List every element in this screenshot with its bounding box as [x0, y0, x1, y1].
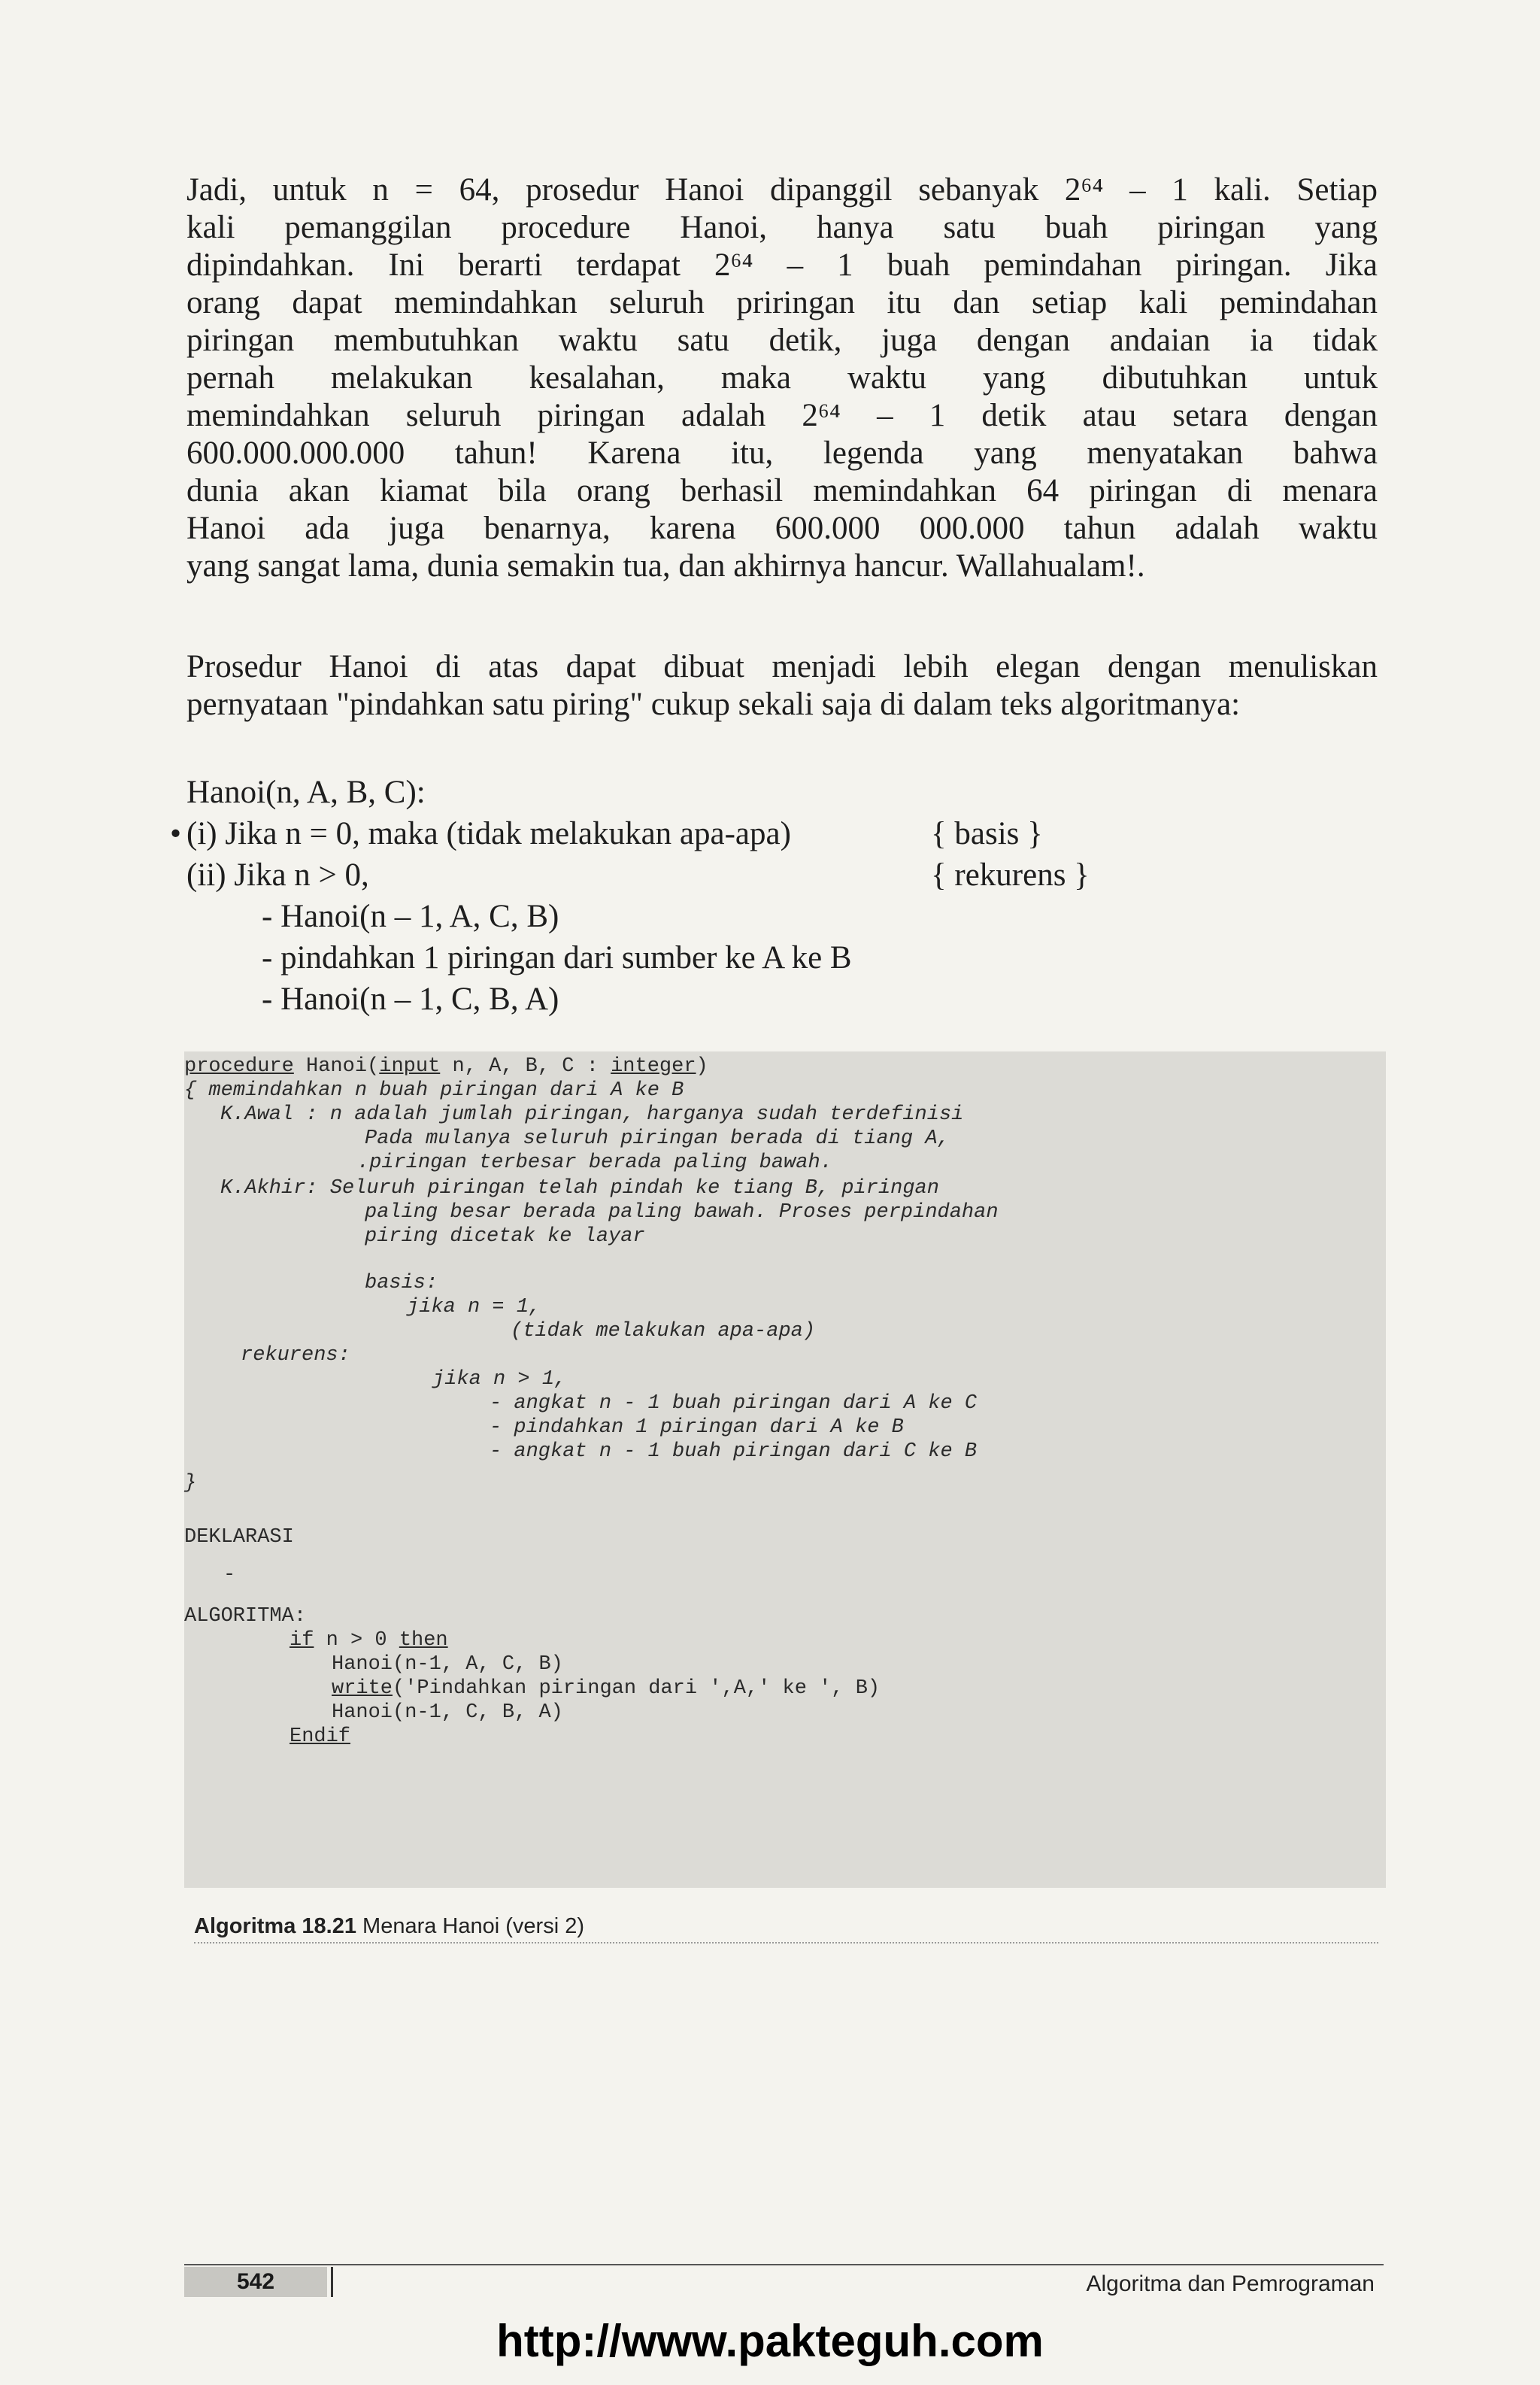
code-line: - pindahkan 1 piringan dari A ke B	[490, 1416, 904, 1439]
code-line: - angkat n - 1 buah piringan dari A ke C	[490, 1392, 978, 1415]
caption-label: Algoritma 18.21	[194, 1914, 356, 1938]
code-line: (tidak melakukan apa-apa)	[511, 1320, 816, 1343]
algo-recursive-note: { rekurens }	[931, 857, 1090, 893]
page-number: 542	[184, 2267, 327, 2297]
text-line: orang dapat memindahkan seluruh priringan itu dan setiap kali pemindahan	[186, 285, 1378, 320]
page-number-divider	[331, 2267, 333, 2297]
code-line: piring dicetak ke layar	[365, 1225, 645, 1248]
code-line: - angkat n - 1 buah piringan dari C ke B	[490, 1440, 978, 1463]
algo-header	[186, 772, 1164, 813]
algo-basis-row	[170, 813, 1164, 854]
code-line: K.Awal : n adalah jumlah piringan, harganya sudah terdefinisi	[220, 1103, 964, 1126]
code-listing-box	[184, 1051, 1386, 1888]
algo-recursive-row	[186, 854, 1164, 896]
text-line: pernyataan "pindahkan satu piring" cukup sekali saja di dalam teks algoritmanya:	[186, 687, 1241, 722]
paragraph-hanoi-explanation	[186, 171, 1378, 585]
code-text: ('Pindahkan piringan dari ',A,' ke ', B)	[393, 1677, 881, 1700]
algo-recursive-text: (ii) Jika n > 0,	[186, 857, 369, 893]
code-line: paling besar berada paling bawah. Proses perpindahan	[365, 1201, 999, 1224]
code-line: rekurens:	[241, 1344, 350, 1367]
keyword-input: input	[379, 1055, 441, 1078]
footer-divider	[184, 2264, 1384, 2265]
algo-header-text: Hanoi(n, A, B, C):	[186, 775, 426, 810]
figure-caption	[194, 1914, 1378, 1944]
text-line: pernah melakukan kesalahan, maka waktu yang dibutuhkan untuk	[186, 360, 1378, 396]
algo-step	[186, 896, 1164, 937]
text-line: kali pemanggilan procedure Hanoi, hanya satu buah piringan yang	[186, 210, 1378, 245]
text-line: dunia akan kiamat bila orang berhasil memindahkan 64 piringan di menara	[186, 473, 1378, 508]
algo-step-text: - pindahkan 1 piringan dari sumber ke A ke B	[262, 940, 852, 976]
code-line: jika n = 1,	[407, 1296, 541, 1318]
keyword-then: then	[399, 1629, 448, 1652]
keyword-endif: Endif	[290, 1725, 351, 1748]
text-line: yang sangat lama, dunia semakin tua, dan akhirnya hancur. Wallahualam!.	[186, 548, 1145, 584]
text-line: Hanoi ada juga benarnya, karena 600.000 000.000 tahun adalah waktu	[186, 511, 1378, 546]
code-text: Hanoi(	[293, 1055, 380, 1078]
code-text: n, A, B, C :	[440, 1055, 611, 1078]
code-line: jika n > 1,	[432, 1368, 567, 1391]
algo-basis-note: { basis }	[931, 816, 1043, 851]
keyword-write: write	[332, 1677, 393, 1700]
running-footer-title: Algoritma dan Pemrograman	[1086, 2271, 1375, 2296]
algo-step	[186, 937, 1164, 979]
code-line	[332, 1676, 880, 1701]
text-line: memindahkan seluruh piringan adalah 2⁶⁴ – 1 detik atau setara dengan	[186, 398, 1378, 433]
code-line	[290, 1725, 350, 1749]
code-text: n > 0	[314, 1629, 399, 1652]
code-line: Pada mulanya seluruh piringan berada di tiang A,	[365, 1127, 950, 1150]
code-line: .piringan terbesar berada paling bawah.	[357, 1152, 832, 1174]
code-line	[184, 1054, 708, 1079]
code-text: )	[696, 1055, 708, 1078]
text-line: 600.000.000.000 tahun! Karena itu, legenda yang menyatakan bahwa	[186, 435, 1378, 471]
code-line: { memindahkan n buah piringan dari A ke B	[184, 1079, 684, 1102]
keyword-integer: integer	[611, 1055, 696, 1078]
code-line: }	[184, 1472, 197, 1494]
code-line: Hanoi(n-1, C, B, A)	[332, 1701, 563, 1724]
text-line: Jadi, untuk n = 64, prosedur Hanoi dipanggil sebanyak 2⁶⁴ – 1 kali. Setiap	[186, 172, 1378, 208]
hanoi-recursive-definition	[170, 772, 1164, 1020]
code-line: ALGORITMA:	[184, 1605, 307, 1628]
code-line	[290, 1628, 448, 1652]
code-line: basis:	[365, 1272, 438, 1294]
keyword-procedure: procedure	[184, 1055, 294, 1078]
paragraph-elegant-version	[186, 648, 1378, 724]
code-line: Hanoi(n-1, A, C, B)	[332, 1653, 563, 1676]
keyword-if: if	[290, 1629, 314, 1652]
caption-text: Menara Hanoi (versi 2)	[362, 1914, 584, 1938]
code-line: -	[223, 1564, 236, 1586]
algo-step	[186, 979, 1164, 1020]
algo-basis-text: (i) Jika n = 0, maka (tidak melakukan apa-apa)	[186, 816, 791, 851]
algo-step-text: - Hanoi(n – 1, A, C, B)	[262, 899, 559, 934]
code-line: K.Akhir: Seluruh piringan telah pindah ke tiang B, piringan	[220, 1177, 939, 1200]
algo-step-text: - Hanoi(n – 1, C, B, A)	[262, 982, 559, 1017]
watermark-url: http://www.pakteguh.com	[496, 2316, 1044, 2366]
text-line: dipindahkan. Ini berarti terdapat 2⁶⁴ – 1 buah pemindahan piringan. Jika	[186, 247, 1378, 283]
code-line: DEKLARASI	[184, 1526, 294, 1549]
text-line: piringan membutuhkan waktu satu detik, juga dengan andaian ia tidak	[186, 323, 1378, 358]
bullet-mark: •	[170, 816, 182, 851]
text-line: Prosedur Hanoi di atas dapat dibuat menjadi lebih elegan dengan menuliskan	[186, 649, 1378, 684]
